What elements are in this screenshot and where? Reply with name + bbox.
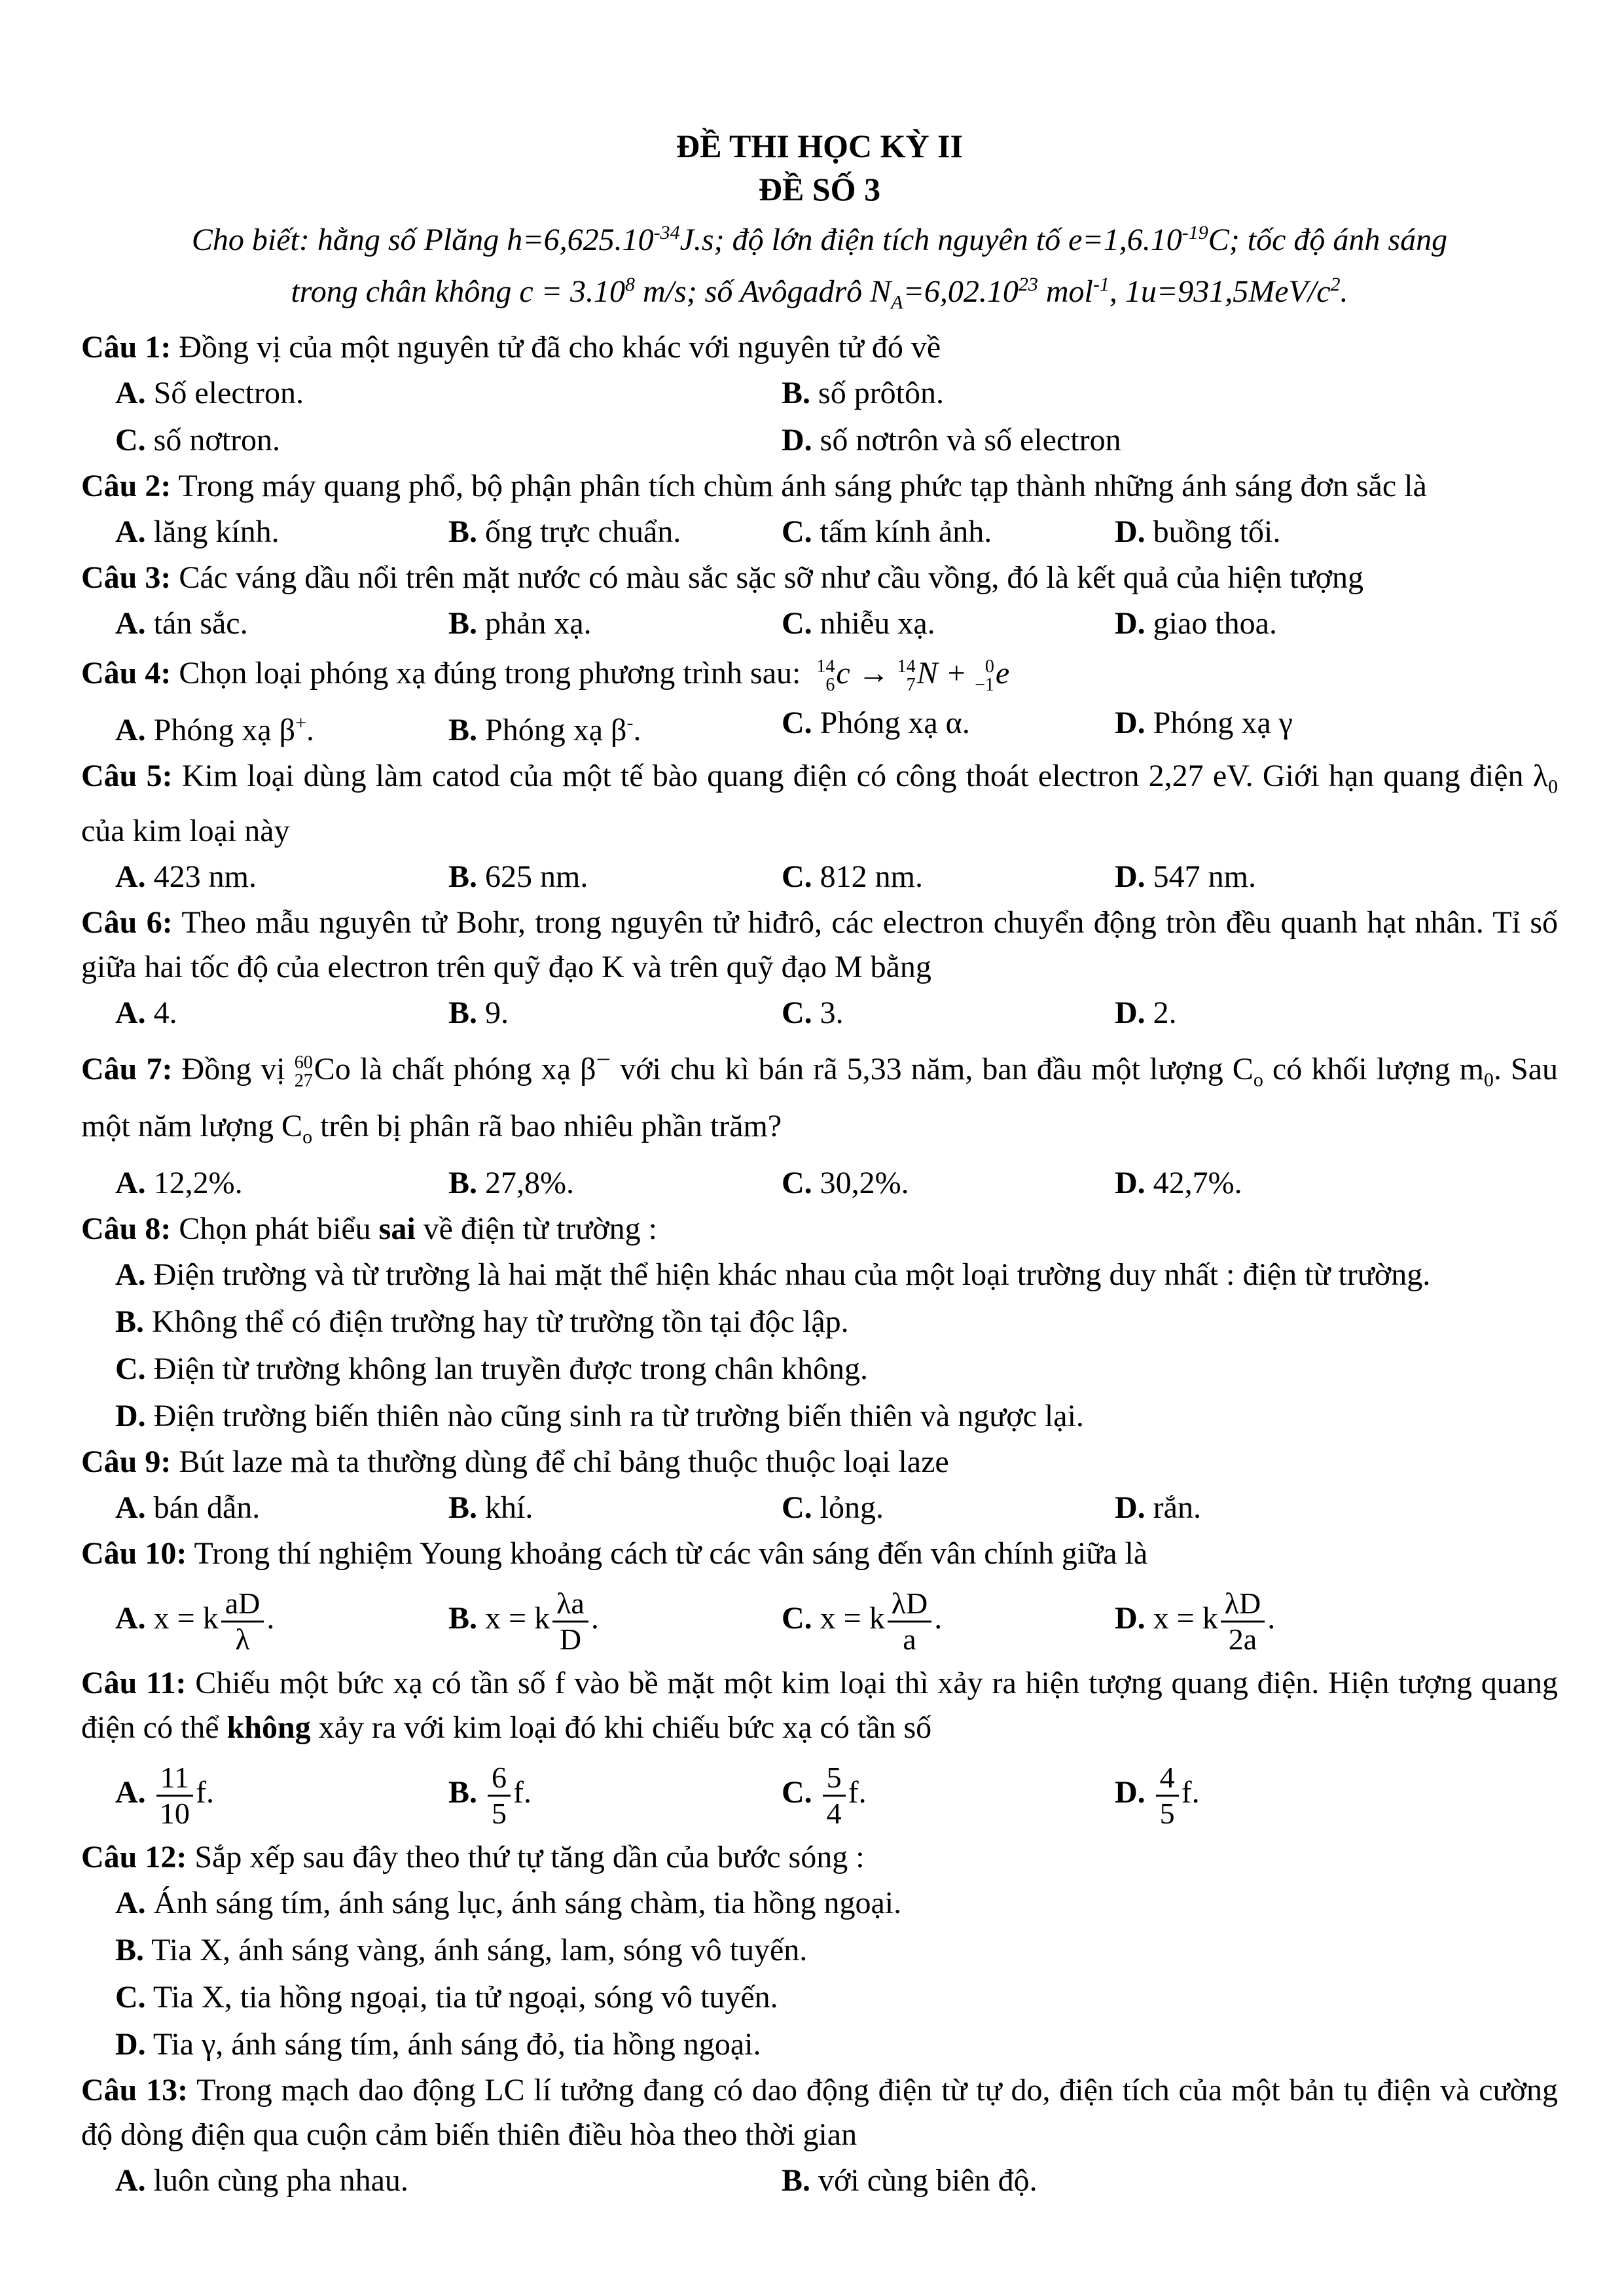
option-text: 547 nm. — [1153, 859, 1257, 895]
option-label: A. — [115, 712, 146, 747]
exam-number: ĐỀ SỐ 3 — [758, 171, 881, 207]
option-label: D. — [1115, 996, 1146, 1031]
option-b[interactable] — [115, 1299, 1542, 1346]
option-a[interactable] — [115, 700, 448, 754]
option-label: B. — [448, 1775, 478, 1810]
numerator: aD — [221, 1587, 264, 1623]
subscript: o — [302, 1126, 313, 1148]
formula-end: . — [266, 1601, 275, 1636]
superscript: − — [596, 1045, 611, 1075]
question-text: trên bị phân rã bao nhiêu phần trăm? — [312, 1108, 782, 1143]
question-12 — [81, 1835, 1558, 1880]
option-label: C. — [782, 1166, 812, 1201]
question-text: Chọn phát biểu — [179, 1211, 379, 1247]
question-text: xảy ra với kim loại đó khi chiếu bức xạ có tần số — [310, 1710, 932, 1746]
subscript: 0 — [1548, 776, 1559, 798]
cobalt-symbol: Co — [314, 1052, 351, 1087]
option-a[interactable] — [115, 2157, 782, 2204]
question-7 — [81, 1037, 1558, 1160]
question-number: Câu 5: — [81, 758, 173, 793]
option-label: D. — [1115, 1601, 1146, 1636]
option-label: B. — [448, 712, 478, 747]
option-text: 27,8%. — [485, 1166, 574, 1201]
formula-prefix: x = k — [485, 1601, 550, 1636]
text: C; tốc độ ánh sáng — [1208, 223, 1448, 257]
options-8 — [81, 1251, 1558, 1440]
option-text-end: . — [633, 712, 641, 747]
option-c[interactable] — [782, 600, 1115, 647]
option-label: A. — [115, 2163, 146, 2198]
option-label: B. — [115, 1304, 145, 1340]
formula-prefix: x = k — [153, 1601, 219, 1636]
option-label: C. — [115, 1980, 146, 2015]
option-text: Phóng xạ γ — [1153, 705, 1293, 740]
cobalt-nuclide-numbers — [295, 1054, 313, 1090]
option-label: C. — [115, 1352, 146, 1387]
option-label: A. — [115, 1601, 146, 1636]
option-a[interactable] — [115, 1484, 448, 1532]
nitrogen-nuclide-numbers — [897, 658, 916, 694]
option-text: Tia X, tia hồng ngoại, tia tử ngoại, sóng vô tuyến. — [153, 1980, 778, 2015]
option-b[interactable] — [448, 700, 782, 754]
option-d[interactable] — [1115, 990, 1448, 1037]
numerator: 5 — [823, 1761, 846, 1797]
superscript: + — [295, 711, 307, 734]
option-label: D. — [1115, 1166, 1146, 1201]
option-text: buồng tối. — [1153, 514, 1281, 549]
exam-title: ĐỀ THI HỌC KỲ II — [676, 128, 964, 164]
options-2 — [81, 509, 1558, 556]
question-5 — [81, 754, 1558, 854]
option-b[interactable] — [782, 2157, 1448, 2204]
formula-end: . — [934, 1601, 943, 1636]
numerator: 6 — [488, 1761, 511, 1797]
option-a[interactable] — [115, 1160, 448, 1207]
option-text: 12,2%. — [153, 1166, 243, 1201]
option-d[interactable] — [1115, 853, 1448, 901]
option-label: D. — [1115, 605, 1146, 641]
exam-page — [81, 124, 1558, 2204]
question-text: Theo mẫu nguyên tử Bohr, trong nguyên tử hiđrô, các electron chuyển động tròn đều quanh hạt nhân. Tỉ số giữa hai tốc độ của electron trên quỹ đạo K và trên quỹ đạo M bằng — [81, 905, 1559, 985]
formula-end: f. — [848, 1775, 867, 1810]
text: Cho biết: hằng số Plăng h=6,625.10 — [191, 223, 654, 257]
text: J.s; độ lớn điện tích nguyên tố e=1,6.10 — [679, 223, 1182, 257]
question-text: Bút laze mà ta thường dùng để chỉ bảng thuộc thuộc loại laze — [179, 1444, 949, 1480]
option-c[interactable] — [782, 1576, 1115, 1661]
option-label: B. — [782, 375, 811, 410]
question-number: Câu 4: — [81, 655, 171, 691]
option-text: Phóng xạ β — [153, 712, 296, 747]
constants-line-1 — [81, 211, 1558, 262]
emphasis: không — [226, 1710, 311, 1746]
option-d[interactable] — [1115, 509, 1448, 556]
question-number: Câu 7: — [81, 1052, 173, 1087]
option-label: C. — [782, 859, 812, 895]
text: mol — [1038, 274, 1093, 309]
option-label: B. — [782, 2163, 811, 2198]
question-text: Trong mạch dao động LC lí tưởng đang có dao động điện từ tự do, điện tích của một bản tụ điện và cường độ dòng điện qua cuộn cảm biến thiên điều hòa theo thời gian — [81, 2073, 1558, 2153]
question-number: Câu 1: — [81, 329, 171, 365]
option-text: tán sắc. — [153, 605, 248, 641]
electron-symbol: e — [995, 655, 1010, 691]
options-7 — [81, 1160, 1558, 1207]
option-b[interactable] — [115, 1927, 1542, 1974]
question-10 — [81, 1532, 1558, 1576]
atomic-number: 6 — [825, 674, 835, 695]
option-text: số nơtron. — [153, 422, 281, 457]
denominator: D — [559, 1622, 582, 1656]
option-label: A. — [115, 996, 146, 1031]
numerator: λa — [552, 1587, 588, 1623]
option-text: 2. — [1153, 996, 1177, 1031]
option-d[interactable] — [1115, 700, 1448, 754]
formula-end: f. — [1181, 1775, 1200, 1810]
option-c[interactable] — [782, 1484, 1115, 1532]
option-text: Điện trường và từ trường là hai mặt thể hiện khác nhau của một loại trường duy nhất : điện từ trường. — [153, 1257, 1431, 1293]
option-text: rắn. — [1153, 1490, 1201, 1526]
exponent: -1 — [1092, 274, 1110, 295]
denominator: 2a — [1228, 1622, 1257, 1656]
option-label: B. — [448, 605, 478, 641]
option-b[interactable] — [448, 1160, 782, 1207]
option-a[interactable] — [115, 1880, 1542, 1927]
option-a[interactable] — [115, 509, 448, 556]
option-label: A. — [115, 859, 146, 895]
question-text: Chiếu một bức xạ có tần số f vào bề mặt một kim loại thì xảy ra hiện tượng quang điện. Hiện tượng quang điện có thể — [81, 1666, 1558, 1746]
options-12 — [81, 1880, 1558, 2068]
numerator: 4 — [1156, 1761, 1179, 1797]
option-text: 42,7%. — [1153, 1166, 1242, 1201]
mass-number: 0 — [984, 656, 994, 677]
option-b[interactable] — [782, 370, 1448, 417]
option-a[interactable] — [115, 1750, 448, 1835]
question-text: Kim loại dùng làm catod của một tế bào quang điện có công thoát electron 2,27 eV. Giới hạn quang điện λ — [181, 758, 1549, 793]
subscript: A — [891, 291, 903, 314]
mass-number: 14 — [816, 656, 835, 677]
denominator: 5 — [492, 1796, 507, 1830]
numerator: λD — [888, 1587, 932, 1623]
options-9 — [81, 1484, 1558, 1532]
question-number: Câu 2: — [81, 468, 171, 503]
text: =6,02.10 — [903, 274, 1019, 309]
option-b[interactable] — [448, 1484, 782, 1532]
option-label: B. — [115, 1933, 145, 1968]
exponent: -19 — [1182, 222, 1208, 243]
question-11 — [81, 1661, 1558, 1750]
option-label: A. — [115, 1257, 146, 1293]
options-4 — [81, 700, 1558, 754]
option-a[interactable] — [115, 600, 448, 647]
option-text: 3. — [820, 996, 844, 1031]
option-c[interactable] — [782, 853, 1115, 901]
nitrogen-symbol: N + — [916, 655, 967, 691]
denominator: a — [903, 1622, 916, 1656]
question-1 — [81, 325, 1558, 370]
option-label: C. — [782, 1490, 812, 1526]
option-c[interactable] — [115, 417, 782, 464]
option-a[interactable] — [115, 370, 782, 417]
option-text: Không thể có điện trường hay từ trường tồn tại độc lập. — [152, 1304, 849, 1340]
option-d[interactable] — [782, 417, 1448, 464]
question-9 — [81, 1440, 1558, 1484]
option-label: B. — [448, 1601, 478, 1636]
question-text: Đồng vị — [181, 1052, 285, 1087]
option-d[interactable] — [1115, 1576, 1448, 1661]
fraction — [1221, 1587, 1265, 1657]
option-label: D. — [1115, 1490, 1146, 1526]
option-text: Số electron. — [153, 375, 304, 410]
option-a[interactable] — [115, 853, 448, 901]
option-text: số nơtrôn và số electron — [820, 422, 1121, 457]
text: trong chân không c = 3.10 — [291, 274, 626, 309]
option-label: C. — [782, 605, 812, 641]
question-text: về điện từ trường : — [415, 1211, 658, 1247]
exponent: 8 — [625, 274, 636, 295]
formula-end: f. — [195, 1775, 214, 1810]
option-b[interactable] — [448, 600, 782, 647]
fraction — [1156, 1761, 1179, 1831]
option-a[interactable] — [115, 1251, 1542, 1299]
option-label: B. — [448, 1166, 478, 1201]
options-13 — [81, 2157, 1558, 2204]
question-number: Câu 9: — [81, 1444, 171, 1480]
formula-prefix: x = k — [1153, 1601, 1218, 1636]
option-text: bán dẫn. — [153, 1490, 261, 1526]
question-text: Trong máy quang phổ, bộ phận phân tích chùm ánh sáng phức tạp thành những ánh sáng đơn sắc là — [178, 468, 1427, 503]
fraction — [488, 1761, 511, 1831]
question-number: Câu 13: — [81, 2073, 189, 2108]
question-4 — [81, 647, 1558, 700]
option-b[interactable] — [448, 1576, 782, 1661]
charge-number: −1 — [975, 674, 994, 695]
option-c[interactable] — [782, 1160, 1115, 1207]
text: . — [1340, 274, 1348, 309]
options-10 — [81, 1576, 1558, 1661]
constants-line-2 — [81, 262, 1558, 325]
option-label: B. — [448, 996, 478, 1031]
question-number: Câu 8: — [81, 1211, 171, 1247]
exponent: -34 — [653, 222, 680, 243]
question-13 — [81, 2068, 1558, 2157]
fraction — [552, 1587, 588, 1657]
reaction-arrow: → — [857, 655, 890, 691]
question-8 — [81, 1207, 1558, 1251]
text: , 1u=931,5MeV/c — [1109, 274, 1331, 309]
options-6 — [81, 990, 1558, 1037]
subscript: o — [1253, 1069, 1263, 1091]
option-label: A. — [115, 514, 146, 549]
option-d[interactable] — [115, 2021, 1542, 2068]
option-text: Ánh sáng tím, ánh sáng lục, ánh sáng chàm, tia hồng ngoại. — [153, 1886, 902, 1921]
option-text: 30,2%. — [820, 1166, 909, 1201]
mass-number: 14 — [897, 656, 916, 677]
question-text: với chu kì bán rã 5,33 năm, ban đầu một lượng C — [611, 1052, 1254, 1087]
option-b[interactable] — [448, 853, 782, 901]
option-c[interactable] — [782, 700, 1115, 754]
option-label: C. — [115, 422, 146, 457]
carbon-symbol: c — [836, 655, 850, 691]
option-text: 625 nm. — [485, 859, 588, 895]
option-label: A. — [115, 1775, 146, 1810]
option-label: D. — [1115, 705, 1146, 740]
superscript: - — [626, 711, 634, 734]
question-text: Các váng dầu nổi trên mặt nước có màu sắc sặc sỡ như cầu vồng, đó là kết quả của hiện tượng — [179, 560, 1363, 595]
atomic-number: 7 — [906, 674, 916, 695]
option-c[interactable] — [115, 1346, 1542, 1393]
option-text: Phóng xạ β — [485, 712, 627, 747]
option-label: D. — [1115, 859, 1146, 895]
option-label: D. — [115, 2027, 146, 2062]
option-label: A. — [115, 1166, 146, 1201]
option-label: B. — [448, 514, 478, 549]
option-c[interactable] — [115, 1974, 1542, 2021]
option-b[interactable] — [448, 509, 782, 556]
options-1 — [81, 370, 1558, 464]
question-2 — [81, 464, 1558, 509]
option-text: tấm kính ảnh. — [820, 514, 992, 549]
formula-end: f. — [513, 1775, 532, 1810]
options-3 — [81, 600, 1558, 647]
electron-numbers — [975, 658, 994, 694]
option-label: B. — [448, 1490, 478, 1526]
question-text: Chọn loại phóng xạ đúng trong phương trình sau: — [179, 655, 801, 691]
option-text: nhiễu xạ. — [820, 605, 935, 641]
question-text: có khối lượng m — [1263, 1052, 1484, 1087]
option-label: A. — [115, 375, 146, 410]
option-d[interactable] — [1115, 1160, 1448, 1207]
option-text: giao thoa. — [1153, 605, 1277, 641]
option-a[interactable] — [115, 1576, 448, 1661]
option-text: Phóng xạ α. — [820, 705, 970, 740]
numerator: λD — [1221, 1587, 1265, 1623]
text: m/s; số Avôgadrô N — [635, 274, 892, 309]
question-number: Câu 10: — [81, 1536, 187, 1571]
question-number: Câu 3: — [81, 560, 171, 595]
question-text: là chất phóng xạ β — [350, 1052, 596, 1087]
option-text: với cùng biên độ. — [818, 2163, 1038, 2198]
exponent: 23 — [1018, 274, 1038, 295]
subscript: 0 — [1483, 1069, 1494, 1091]
option-label: C. — [782, 1601, 812, 1636]
denominator: 5 — [1159, 1796, 1175, 1830]
formula-end: . — [590, 1601, 599, 1636]
question-number: Câu 12: — [81, 1840, 187, 1875]
question-text: Đồng vị của một nguyên tử đã cho khác với nguyên tử đó về — [179, 329, 941, 365]
fraction — [823, 1761, 846, 1831]
option-label: A. — [115, 1490, 146, 1526]
formula-prefix: x = k — [820, 1601, 885, 1636]
option-label: D. — [1115, 514, 1146, 549]
question-3 — [81, 556, 1558, 600]
mass-number: 60 — [294, 1052, 313, 1073]
option-b[interactable] — [448, 1750, 782, 1835]
emphasis: sai — [378, 1211, 416, 1247]
denominator: λ — [235, 1622, 250, 1656]
option-c[interactable] — [782, 1750, 1115, 1835]
atomic-number: 27 — [294, 1071, 313, 1092]
option-label: D. — [1115, 1775, 1146, 1810]
fraction — [156, 1761, 193, 1831]
option-text: Điện từ trường không lan truyền được trong chân không. — [153, 1352, 868, 1387]
option-text: Điện trường biến thiên nào cũng sinh ra từ trường biến thiên và ngược lại. — [153, 1399, 1084, 1434]
question-number: Câu 11: — [81, 1666, 187, 1701]
question-number: Câu 6: — [81, 905, 173, 941]
option-label: B. — [448, 859, 478, 895]
option-text: lỏng. — [820, 1490, 884, 1526]
carbon-nuclide-numbers — [816, 658, 835, 694]
option-d[interactable] — [1115, 1484, 1448, 1532]
denominator: 10 — [159, 1796, 190, 1830]
option-text: 423 nm. — [153, 859, 257, 895]
option-a[interactable] — [115, 990, 448, 1037]
options-11 — [81, 1750, 1558, 1835]
option-d[interactable] — [115, 1393, 1542, 1440]
option-text-end: . — [306, 712, 315, 747]
option-text: lăng kính. — [153, 514, 280, 549]
option-label: C. — [782, 514, 812, 549]
option-text: số prôtôn. — [818, 375, 945, 410]
option-text: khí. — [485, 1490, 533, 1526]
option-label: C. — [782, 1775, 812, 1810]
exponent: 2 — [1330, 274, 1341, 295]
option-text: 9. — [485, 996, 509, 1031]
question-text: Sắp xếp sau đây theo thứ tự tăng dần của bước sóng : — [194, 1840, 865, 1875]
options-5 — [81, 853, 1558, 901]
option-label: C. — [782, 996, 812, 1031]
option-text: Tia X, ánh sáng vàng, ánh sáng, lam, sóng vô tuyến. — [151, 1933, 808, 1968]
question-text: Trong thí nghiệm Young khoảng cách từ các vân sáng đến vân chính giữa là — [194, 1536, 1148, 1571]
fraction — [888, 1587, 932, 1657]
numerator: 11 — [156, 1761, 193, 1797]
option-label: D. — [782, 422, 812, 457]
option-d[interactable] — [1115, 600, 1448, 647]
option-label: A. — [115, 605, 146, 641]
option-text: luôn cùng pha nhau. — [153, 2163, 408, 2198]
option-text: ống trực chuẩn. — [485, 514, 681, 549]
option-label: C. — [782, 705, 812, 740]
option-text: phản xạ. — [485, 605, 592, 641]
option-text: Tia γ, ánh sáng tím, ánh sáng đỏ, tia hồng ngoại. — [153, 2027, 761, 2062]
question-text-end: của kim loại này — [81, 814, 290, 849]
option-label: D. — [115, 1399, 146, 1434]
fraction — [221, 1587, 264, 1657]
option-label: A. — [115, 1886, 146, 1921]
formula-end: . — [1267, 1601, 1276, 1636]
option-d[interactable] — [1115, 1750, 1448, 1835]
option-text: 4. — [153, 996, 177, 1031]
option-text: 812 nm. — [820, 859, 924, 895]
option-c[interactable] — [782, 990, 1115, 1037]
option-b[interactable] — [448, 990, 782, 1037]
question-6 — [81, 901, 1558, 990]
question-text: . Sau một năm lượng C — [81, 1052, 1559, 1143]
option-c[interactable] — [782, 509, 1115, 556]
denominator: 4 — [826, 1796, 842, 1830]
